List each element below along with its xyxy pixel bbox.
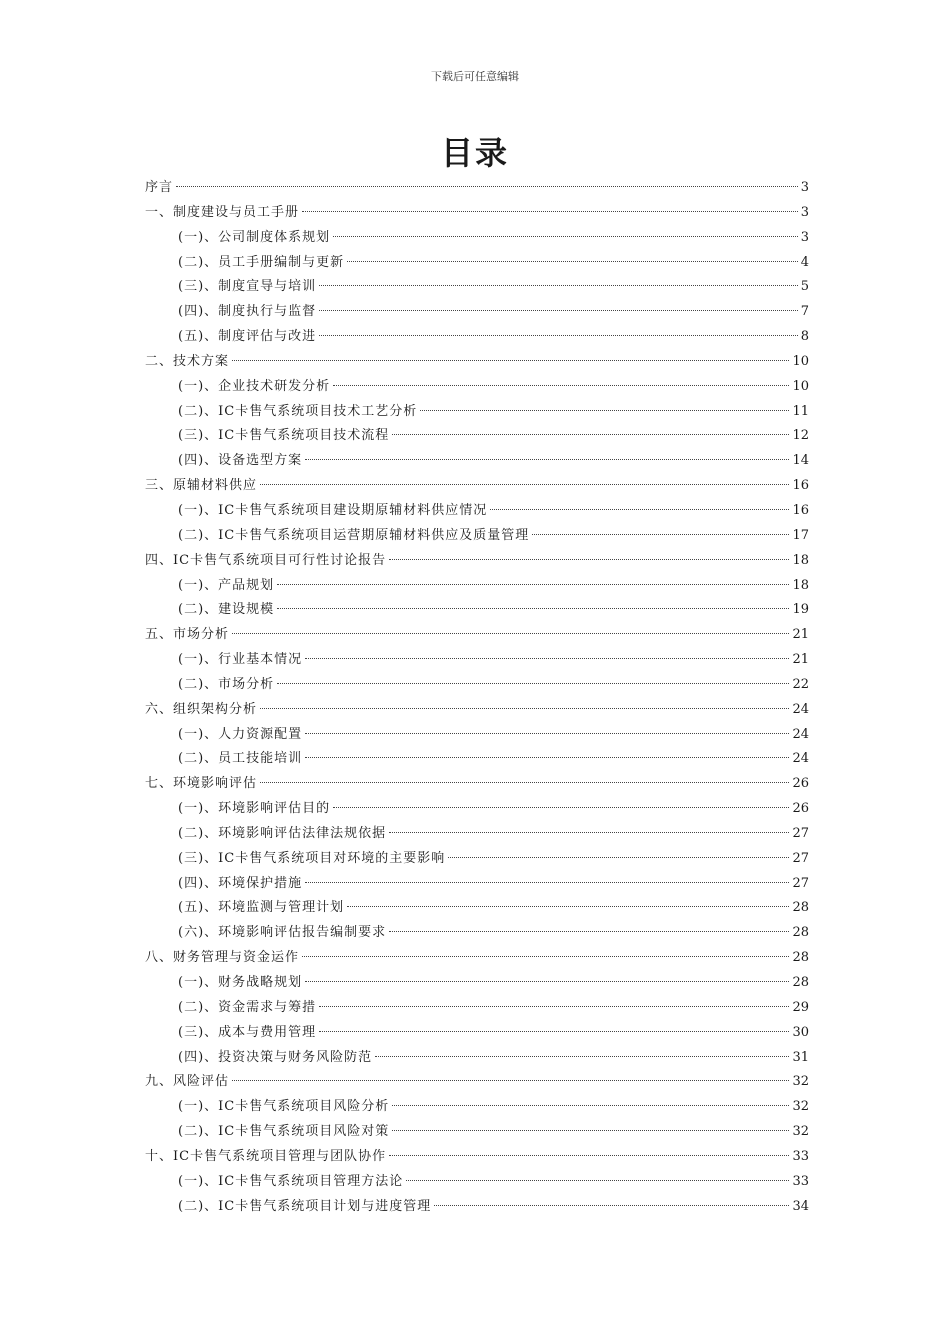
toc-dot-leader [389, 832, 789, 833]
toc-subentry[interactable] [145, 996, 809, 1021]
toc-dot-leader [277, 683, 789, 684]
toc-entry-text: (四)、设备选型方案 [178, 453, 303, 469]
toc-dot-leader [347, 261, 798, 262]
toc-entry-text: 三、原辅材料供应 [145, 478, 258, 494]
toc-entry-text: 八、财务管理与资金运作 [145, 950, 300, 966]
toc-entry-text: (一)、行业基本情况 [178, 652, 303, 668]
toc-entry-text: 五、市场分析 [145, 627, 230, 643]
toc-page-number: 7 [800, 304, 809, 320]
toc-page-number: 14 [792, 453, 809, 469]
toc-page-number: 27 [792, 850, 809, 866]
toc-page-number: 21 [792, 627, 809, 643]
toc-subentry[interactable] [145, 921, 809, 946]
toc-entry[interactable] [145, 772, 809, 797]
toc-dot-leader [305, 882, 789, 883]
toc-dot-leader [319, 310, 798, 311]
toc-dot-leader [305, 459, 789, 460]
toc-subentry[interactable] [145, 896, 809, 921]
toc-dot-leader [305, 757, 789, 758]
toc-dot-leader [448, 857, 789, 858]
toc-entry-text: (四)、投资决策与财务风险防范 [178, 1049, 373, 1065]
toc-page-number: 29 [792, 999, 809, 1015]
toc-dot-leader [176, 186, 798, 187]
toc-dot-leader [375, 1056, 789, 1057]
toc-dot-leader [389, 559, 789, 560]
toc-page-number: 26 [792, 801, 809, 817]
toc-subentry[interactable] [145, 424, 809, 449]
toc-page-number: 10 [792, 378, 809, 394]
toc-page-number: 31 [792, 1049, 809, 1065]
toc-subentry[interactable] [145, 375, 809, 400]
toc-page-number: 19 [792, 602, 809, 618]
toc-entry-text: (五)、环境监测与管理计划 [178, 900, 345, 916]
toc-dot-leader [260, 484, 789, 485]
toc-page-number: 3 [800, 229, 809, 245]
toc-entry-text: 二、技术方案 [145, 353, 230, 369]
toc-page-number: 3 [800, 180, 809, 195]
toc-entry-text: (一)、企业技术研发分析 [178, 378, 331, 394]
toc-dot-leader [305, 733, 789, 734]
toc-entry-text: (一)、IC卡售气系统项目建设期原辅材料供应情况 [178, 502, 488, 518]
toc-page-number: 11 [792, 403, 809, 419]
toc-subentry[interactable] [145, 1120, 809, 1145]
toc-subentry[interactable] [145, 648, 809, 673]
toc-page-number: 22 [792, 676, 809, 692]
toc-title: 目录 [440, 134, 509, 172]
toc-dot-leader [232, 633, 789, 634]
toc-subentry[interactable] [145, 400, 809, 425]
toc-subentry[interactable] [145, 1046, 809, 1071]
toc-page-number: 30 [792, 1024, 809, 1040]
toc-entry-text: (二)、IC卡售气系统项目技术工艺分析 [178, 403, 418, 419]
toc-page-number: 4 [800, 254, 809, 270]
toc-dot-leader [305, 658, 789, 659]
toc-dot-leader [333, 385, 789, 386]
toc-page-number: 16 [792, 478, 809, 494]
toc-page-number: 32 [792, 1074, 809, 1090]
toc-page-number: 28 [792, 925, 809, 941]
toc-subentry[interactable] [145, 971, 809, 996]
toc-entry-text: (三)、制度宣导与培训 [178, 279, 317, 295]
toc-subentry[interactable] [145, 300, 809, 325]
toc-page-number: 26 [792, 776, 809, 792]
toc-entry-text: (二)、市场分析 [178, 676, 275, 692]
toc-page-number: 33 [792, 1148, 809, 1164]
toc-dot-leader [490, 509, 789, 510]
toc-dot-leader [277, 608, 789, 609]
toc-subentry[interactable] [145, 822, 809, 847]
toc-entry[interactable] [145, 698, 809, 723]
toc-page-number: 12 [792, 428, 809, 444]
toc-entry-text: (二)、IC卡售气系统项目风险对策 [178, 1124, 390, 1140]
toc-page-number: 32 [792, 1099, 809, 1115]
toc-subentry[interactable] [145, 872, 809, 897]
toc-entry[interactable] [145, 1070, 809, 1095]
toc-page-number: 34 [792, 1198, 809, 1214]
toc-entry-text: (六)、环境影响评估报告编制要求 [178, 925, 387, 941]
toc-page-number: 5 [800, 279, 809, 295]
toc-page-number: 33 [792, 1173, 809, 1189]
toc-page-number: 17 [792, 527, 809, 543]
toc-subentry[interactable] [145, 524, 809, 549]
toc-dot-leader [392, 1130, 789, 1131]
toc-entry-text: 序言 [145, 180, 174, 195]
toc-subentry[interactable] [145, 449, 809, 474]
toc-page-number: 32 [792, 1124, 809, 1140]
toc-dot-leader [392, 434, 789, 435]
toc-page-number: 24 [792, 751, 809, 767]
toc-page-number: 18 [792, 552, 809, 568]
toc-dot-leader [319, 1031, 789, 1032]
toc-entry-text: 十、IC卡售气系统项目管理与团队协作 [145, 1148, 387, 1164]
toc-dot-leader [260, 708, 789, 709]
toc-entry-text: 一、制度建设与员工手册 [145, 204, 300, 220]
toc-entry-text: (一)、IC卡售气系统项目风险分析 [178, 1099, 390, 1115]
toc-dot-leader [302, 956, 789, 957]
toc-subentry[interactable] [145, 325, 809, 350]
toc-dot-leader [392, 1105, 789, 1106]
toc-page-number: 3 [800, 204, 809, 220]
toc-entry-text: 九、风险评估 [145, 1074, 230, 1090]
toc-page-number: 27 [792, 825, 809, 841]
toc-dot-leader [389, 1155, 789, 1156]
toc-entry-text: (二)、IC卡售气系统项目运营期原辅材料供应及质量管理 [178, 527, 530, 543]
toc-entry[interactable] [145, 946, 809, 971]
toc-entry[interactable] [145, 549, 809, 574]
toc-entry-text: (一)、产品规划 [178, 577, 275, 593]
toc-dot-leader [305, 981, 789, 982]
toc-page-number: 27 [792, 875, 809, 891]
toc-entry-text: (五)、制度评估与改进 [178, 329, 317, 345]
toc-page-number: 28 [792, 975, 809, 990]
toc-dot-leader [389, 931, 789, 932]
toc-subentry[interactable] [145, 499, 809, 524]
toc-entry-text: (一)、财务战略规划 [178, 975, 303, 990]
toc-subentry[interactable] [145, 598, 809, 623]
toc-dot-leader [319, 1006, 789, 1007]
toc-entry-text: (二)、环境影响评估法律法规依据 [178, 825, 387, 841]
toc-page-number: 24 [792, 726, 809, 742]
toc-page-number: 16 [792, 502, 809, 518]
toc-entry-text: 六、组织架构分析 [145, 701, 258, 717]
toc-entry-text: (一)、公司制度体系规划 [178, 229, 331, 245]
toc-entry-text: 四、IC卡售气系统项目可行性讨论报告 [145, 552, 387, 568]
table-of-contents [145, 176, 809, 1219]
toc-dot-leader [232, 1080, 789, 1081]
toc-entry-text: 七、环境影响评估 [145, 776, 258, 792]
toc-entry-text: (二)、员工手册编制与更新 [178, 254, 345, 270]
toc-dot-leader [260, 782, 789, 783]
toc-subentry[interactable] [145, 226, 809, 251]
toc-entry-text: (一)、人力资源配置 [178, 726, 303, 742]
toc-entry[interactable] [145, 350, 809, 375]
toc-subentry[interactable] [145, 574, 809, 599]
toc-entry-text: (三)、成本与费用管理 [178, 1024, 317, 1040]
toc-dot-leader [347, 906, 789, 907]
toc-page-number: 28 [792, 950, 809, 966]
header-note: 下载后可任意编辑 [431, 70, 519, 83]
toc-page-number: 10 [792, 353, 809, 369]
toc-entry-text: (二)、IC卡售气系统项目计划与进度管理 [178, 1198, 432, 1214]
toc-entry-text: (四)、制度执行与监督 [178, 304, 317, 320]
toc-subentry[interactable] [145, 797, 809, 822]
toc-entry-text: (二)、资金需求与筹措 [178, 999, 317, 1015]
toc-entry[interactable] [145, 201, 809, 226]
toc-dot-leader [333, 236, 798, 237]
toc-subentry[interactable] [145, 1095, 809, 1120]
toc-dot-leader [232, 360, 789, 361]
toc-page-number: 28 [792, 900, 809, 916]
toc-dot-leader [302, 211, 798, 212]
toc-dot-leader [420, 410, 789, 411]
toc-page-number: 18 [792, 577, 809, 593]
toc-subentry[interactable] [145, 1195, 809, 1220]
toc-dot-leader [406, 1180, 789, 1181]
toc-dot-leader [532, 534, 789, 535]
toc-entry[interactable] [145, 1145, 809, 1170]
toc-page-number: 8 [800, 329, 809, 345]
toc-entry[interactable] [145, 623, 809, 648]
toc-subentry[interactable] [145, 673, 809, 698]
toc-entry-text: (二)、建设规模 [178, 602, 275, 618]
toc-dot-leader [319, 285, 798, 286]
toc-entry-text: (一)、IC卡售气系统项目管理方法论 [178, 1173, 404, 1189]
toc-entry-text: (一)、环境影响评估目的 [178, 801, 331, 817]
toc-entry-text: (四)、环境保护措施 [178, 875, 303, 891]
toc-dot-leader [277, 584, 789, 585]
toc-subentry[interactable] [145, 847, 809, 872]
toc-subentry[interactable] [145, 747, 809, 772]
toc-subentry[interactable] [145, 723, 809, 748]
toc-subentry[interactable] [145, 1021, 809, 1046]
toc-entry-text: (二)、员工技能培训 [178, 751, 303, 767]
toc-subentry[interactable] [145, 1170, 809, 1195]
toc-dot-leader [333, 807, 789, 808]
toc-subentry[interactable] [145, 275, 809, 300]
toc-entry[interactable] [145, 474, 809, 499]
toc-dot-leader [319, 335, 798, 336]
toc-entry[interactable] [145, 176, 809, 201]
toc-page-number: 24 [792, 701, 809, 717]
toc-entry-text: (三)、IC卡售气系统项目对环境的主要影响 [178, 850, 446, 866]
toc-dot-leader [434, 1205, 789, 1206]
toc-entry-text: (三)、IC卡售气系统项目技术流程 [178, 428, 390, 444]
toc-subentry[interactable] [145, 251, 809, 276]
toc-page-number: 21 [792, 652, 809, 668]
